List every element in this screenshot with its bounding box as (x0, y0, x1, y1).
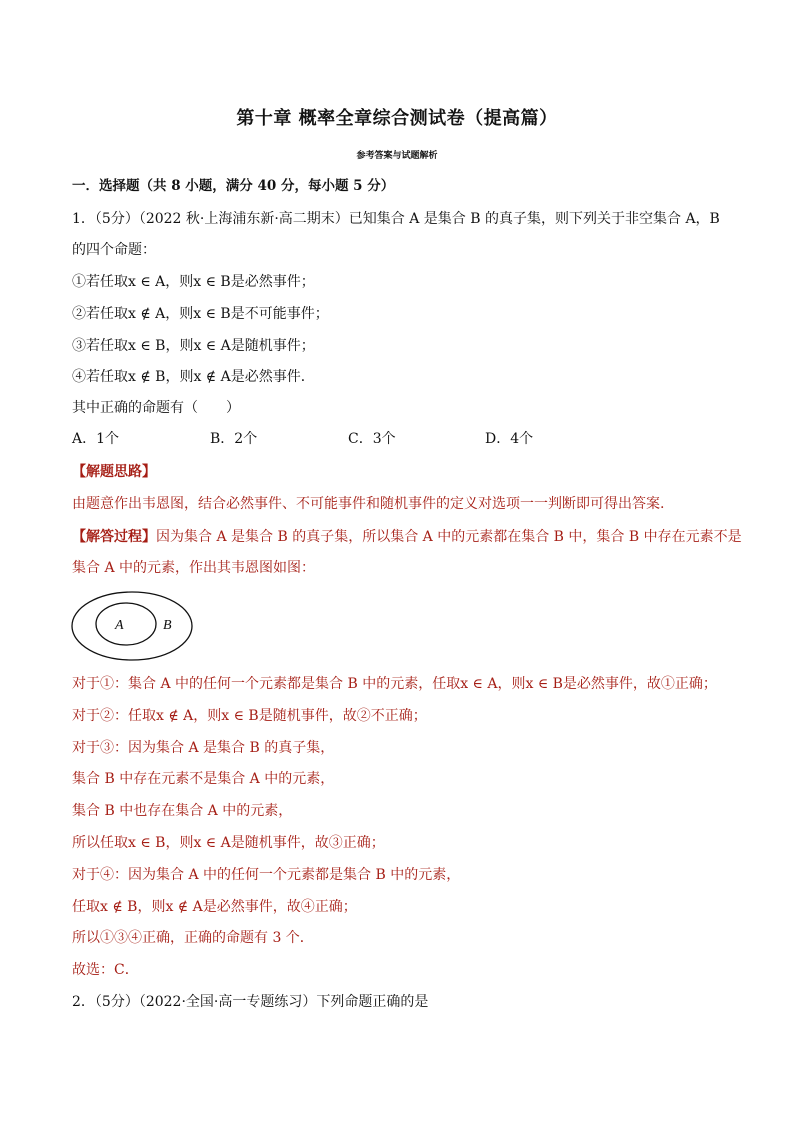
q1-analysis-line: 对于③：因为集合 A 是集合 B 的真子集， (72, 740, 335, 756)
q1-process-tag: 【解答过程】 (72, 529, 156, 545)
q1-proposition: ④若任取x ∉ B，则x ∉ A是必然事件． (72, 369, 315, 385)
q1-stem-line2: 的四个命题： (72, 242, 156, 258)
q1-process-line2: 集合 A 中的元素，作出其韦恩图如图： (72, 560, 316, 576)
q1-process-text: 因为集合 A 是集合 B 的真子集，所以集合 A 中的元素都在集合 B 中，集合 B 中存在元素不是 (156, 529, 742, 545)
q1-analysis-line: 所以任取x ∈ B，则x ∈ A是随机事件，故③正确； (72, 835, 385, 851)
q1-proposition: ①若任取x ∈ A，则x ∈ B是必然事件； (72, 274, 315, 290)
q1-analysis-line: 集合 B 中存在元素不是集合 A 中的元素， (72, 771, 335, 787)
q1-option-c: C．3个 (348, 431, 396, 447)
q2-stem: 2．（5分）（2022·全国·高一专题练习）下列命题正确的是 (72, 994, 429, 1010)
q1-analysis-line: 任取x ∉ B，则x ∉ A是必然事件，故④正确； (72, 899, 357, 915)
set-a-ellipse (96, 603, 156, 645)
q1-process-line1 (72, 528, 742, 546)
section-heading: 一．选择题（共 8 小题，满分 40 分，每小题 5 分） (72, 178, 395, 194)
q1-stem-line1: 1．（5分）（2022 秋·上海浦东新·高二期末）已知集合 A 是集合 B 的真子集，则下列关于非空集合 A，B (72, 211, 720, 227)
page-title: 第十章 概率全章综合测试卷（提高篇） (236, 108, 558, 129)
q1-analysis-line: 集合 B 中也存在集合 A 中的元素， (72, 803, 293, 819)
q1-proposition: ③若任取x ∈ B，则x ∈ A是随机事件； (72, 338, 315, 354)
q1-option-b: B．2个 (210, 431, 258, 447)
venn-diagram (70, 590, 196, 662)
set-b-label: B (163, 618, 172, 633)
set-b-ellipse (72, 592, 192, 660)
q1-proposition: ②若任取x ∉ A，则x ∈ B是不可能事件； (72, 306, 329, 322)
q1-analysis-line: 所以①③④正确，正确的命题有 3 个． (72, 930, 314, 946)
page-subtitle: 参考答案与试题解析 (356, 151, 438, 161)
q1-option-d: D．4个 (485, 431, 534, 447)
q1-analysis-line: 对于①：集合 A 中的任何一个元素都是集合 B 中的元素，任取x ∈ A，则x ∈ B是必然事件，故①正确； (72, 676, 717, 692)
q1-idea-tag: 【解题思路】 (72, 464, 156, 480)
q1-option-a: A．1个 (72, 431, 120, 447)
q1-analysis-line: 对于④：因为集合 A 中的任何一个元素都是集合 B 中的元素， (72, 867, 461, 883)
q1-answer: 故选：C． (72, 962, 139, 978)
q1-question: 其中正确的命题有（ ） (72, 400, 240, 416)
q1-analysis-line: 对于②：任取x ∉ A，则x ∈ B是随机事件，故②不正确； (72, 708, 427, 724)
set-a-label: A (115, 618, 124, 633)
q1-idea-text: 由题意作出韦恩图，结合必然事件、不可能事件和随机事件的定义对选项一一判断即可得出答案. (72, 496, 665, 512)
